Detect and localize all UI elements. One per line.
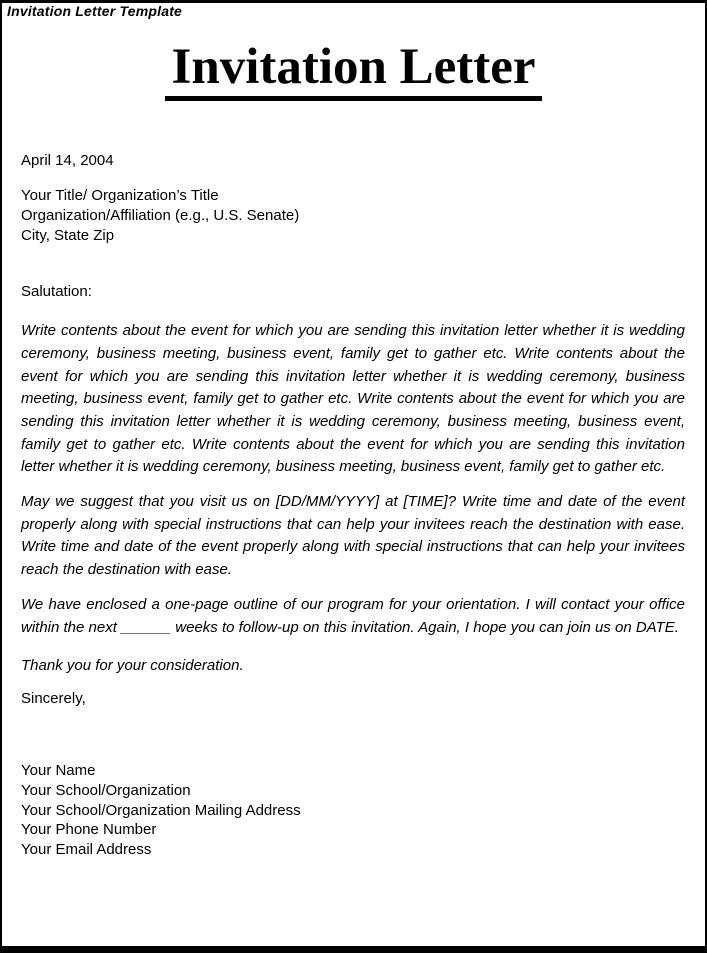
recipient-block [21,186,685,246]
signature-block [21,761,685,860]
signature-line-phone: Your Phone Number [21,821,157,839]
body-paragraph-2: May we suggest that you visit us on [DD/MM/YYYY] at [TIME]? Write time and date of the event properly along with special instructions that can help your invitees reach the destination with ease. Write time and date of the event properly along with special instructions that can help your invitees reach the destination with ease. [21,493,685,579]
signature-line-mailing-address: Your School/Organization Mailing Address [21,801,301,819]
letter-date: April 14, 2004 [21,152,114,170]
signature-line-name: Your Name [21,761,96,779]
salutation: Salutation: [21,283,92,301]
title-wrap [2,39,705,101]
template-label: Invitation Letter Template [7,3,183,19]
body-paragraph-1: Write contents about the event for which you are sending this invitation letter whether it is wedding ceremony, business meeting, business event, family get to gather etc. Write contents about the event for which you are sending this invitation letter whether it is wedding ceremony, business meeting, business event, family get to gather etc. Write contents about the event for which you are sending this invitation letter whether it is wedding ceremony, business meeting, business event, family get to gather etc. Write contents about the event for which you are sending this invitation letter whether it is wedding ceremony, business meeting, business event, family get to gather etc. [21,322,685,476]
body-paragraph-3: We have enclosed a one-page outline of our program for your orientation. I will contact your office within the next ______ weeks to follow-up on this invitation. Again, I hope you can join us on DATE. [21,595,685,636]
recipient-line-organization: Organization/Affiliation (e.g., U.S. Senate) [21,207,300,225]
letter-body [2,151,705,860]
recipient-line-city: City, State Zip [21,227,115,245]
recipient-line-title: Your Title/ Organization’s Title [21,187,219,205]
thanks-line: Thank you for your consideration. [21,657,244,675]
page-title: Invitation Letter [165,39,541,101]
signature-line-school: Your School/Organization [21,781,191,799]
closing-line: Sincerely, [21,689,86,707]
signature-line-email: Your Email Address [21,841,152,859]
